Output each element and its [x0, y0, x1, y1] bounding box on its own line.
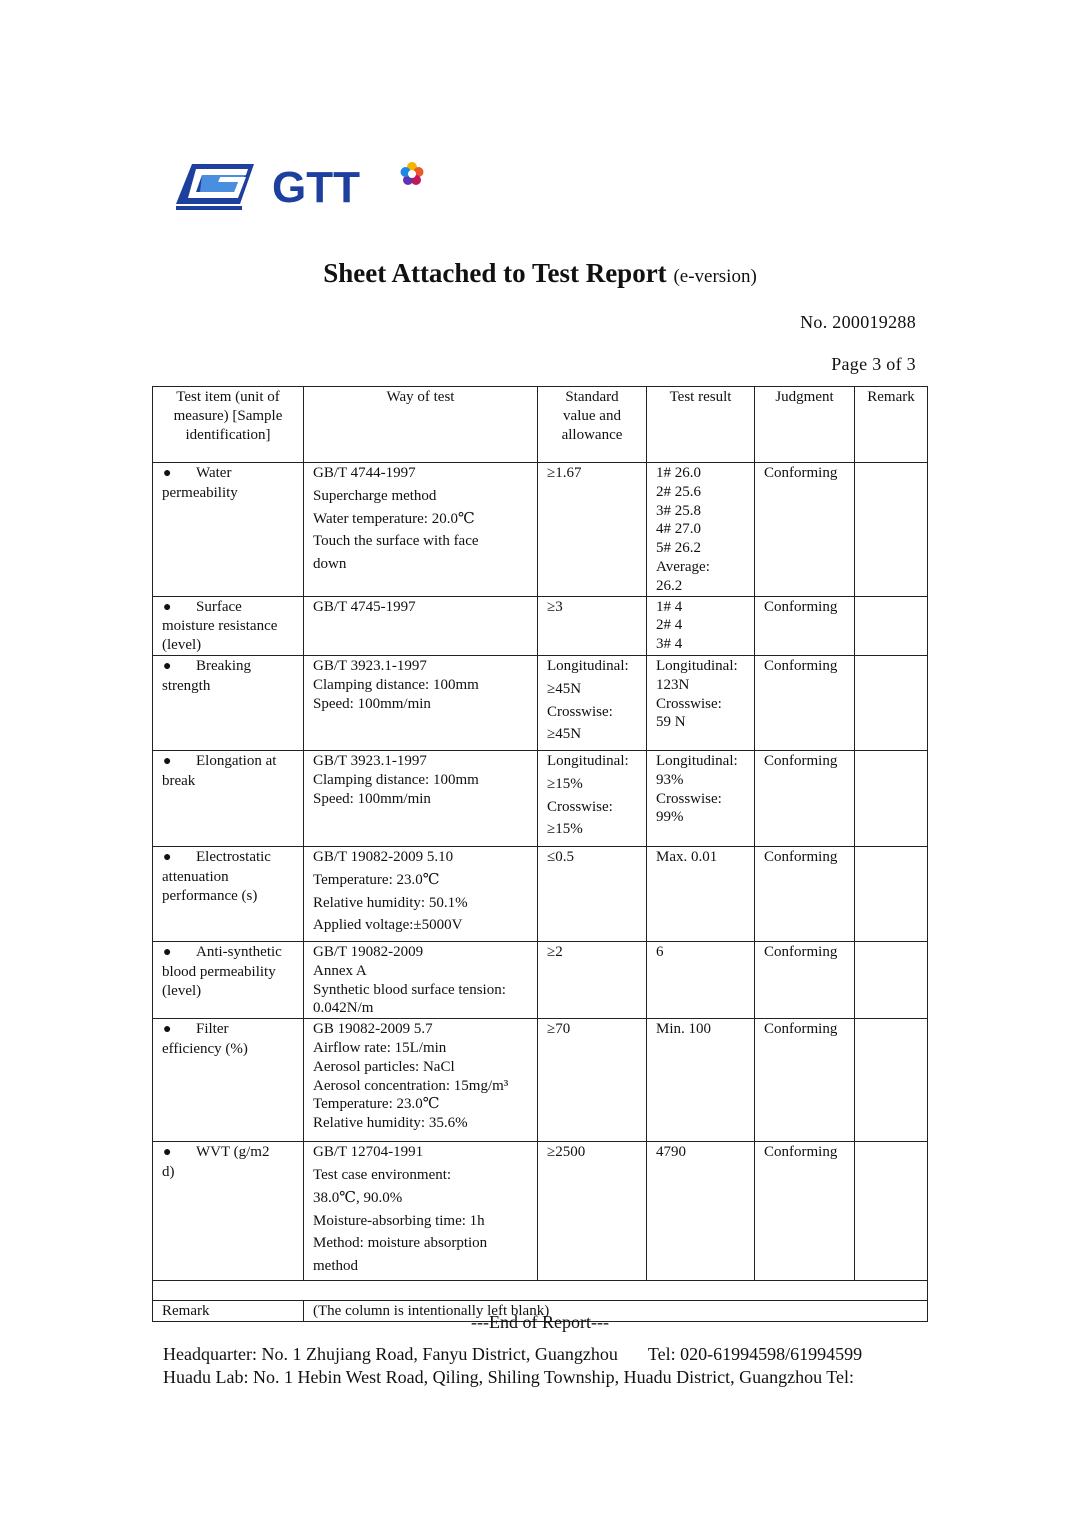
gtt-logo-mark — [176, 164, 254, 210]
cell-line: Max. 0.01 — [656, 848, 718, 865]
gtt-logo-text: GTT — [272, 163, 360, 212]
cell-line: Min. 100 — [656, 1021, 712, 1038]
bullet-icon: ● — [163, 944, 172, 960]
cell-line: Touch the surface with face — [313, 533, 479, 550]
remark-cell — [855, 655, 928, 750]
header-test-item: Test item (unit of measure) [Sample identification] — [153, 387, 304, 463]
cell-line: GB/T 3923.1-1997 — [313, 657, 427, 674]
cell-line: ≥2 — [547, 943, 563, 960]
standard-cell — [538, 1142, 647, 1281]
bullet-icon: ● — [163, 1022, 172, 1038]
cell-line: Crosswise: — [656, 695, 722, 712]
blank-cell — [153, 1280, 928, 1300]
cell-line: 123N — [656, 676, 690, 693]
cell-line: 26.2 — [656, 577, 683, 594]
remark-text: (The column is intentionally left blank) — [304, 1300, 928, 1321]
bullet-icon: ● — [163, 599, 172, 615]
cell-line: Clamping distance: 100mm — [313, 676, 479, 693]
result-cell — [647, 750, 755, 846]
bullet-icon: ● — [163, 466, 172, 481]
table-row — [153, 1142, 928, 1281]
cell-line: ≥15% — [547, 775, 583, 792]
gtt-logo — [176, 160, 436, 212]
remark-cell — [855, 750, 928, 846]
table-row — [153, 1019, 928, 1142]
judgment-cell: Conforming — [755, 1142, 855, 1281]
blank-row — [153, 1280, 928, 1300]
result-cell — [647, 463, 755, 597]
cell-line: 3# 25.8 — [656, 502, 701, 519]
header-way-of-test: Way of test — [304, 387, 538, 463]
cell-line: 6 — [656, 943, 664, 960]
cell-line: 1# 4 — [656, 598, 683, 615]
remark-cell — [855, 596, 928, 655]
cell-line: attenuation — [162, 868, 229, 885]
test-item-cell — [153, 1019, 304, 1142]
cell-line: 93% — [656, 771, 684, 788]
result-cell — [647, 846, 755, 941]
cell-line: Filter — [196, 1021, 229, 1038]
cell-line: Water — [196, 465, 232, 481]
standard-cell — [538, 655, 647, 750]
cell-line: Breaking — [196, 657, 251, 674]
cell-line: GB/T 19082-2009 — [313, 943, 424, 960]
report-title-main: Sheet Attached to Test Report — [323, 258, 667, 288]
report-title-suffix: (e-version) — [673, 266, 757, 287]
cell-line: Aerosol concentration: 15mg/m³ — [313, 1077, 509, 1094]
method-cell — [304, 846, 538, 941]
cell-line: permeability — [162, 484, 238, 501]
cell-line: Anti-synthetic — [196, 943, 282, 960]
header-judgment: Judgment — [755, 387, 855, 463]
test-item-cell — [153, 941, 304, 1018]
cell-line: Crosswise: — [656, 790, 722, 807]
cell-line: ≥15% — [547, 821, 583, 838]
cell-line: 4790 — [656, 1144, 686, 1161]
cell-line: ≥45N — [547, 680, 582, 697]
report-title — [0, 258, 1080, 289]
table-row — [153, 941, 928, 1018]
cell-line: Method: moisture absorption — [313, 1235, 488, 1252]
method-cell — [304, 1142, 538, 1281]
end-of-report: ---End of Report--- — [471, 1312, 609, 1332]
cell-line: 2# 25.6 — [656, 483, 701, 500]
cell-line: Supercharge method — [313, 487, 437, 504]
cell-line: efficiency (%) — [162, 1040, 248, 1057]
cell-line: Aerosol particles: NaCl — [313, 1058, 455, 1075]
standard-cell — [538, 750, 647, 846]
cell-line: 59 N — [656, 714, 686, 731]
cell-line: 2# 4 — [656, 617, 683, 634]
cell-line: Applied voltage:±5000V — [313, 917, 463, 934]
footer-headquarter — [163, 1344, 862, 1365]
result-cell — [647, 655, 755, 750]
cell-line: Temperature: 23.0℃ — [313, 871, 440, 888]
cell-line: Test case environment: — [313, 1166, 452, 1183]
flower-icon — [401, 162, 424, 185]
remark-cell — [855, 1019, 928, 1142]
cell-line: 38.0℃, 90.0% — [313, 1189, 403, 1206]
bullet-icon: ● — [163, 849, 172, 865]
cell-line: Longitudinal: — [656, 657, 738, 674]
cell-line: Clamping distance: 100mm — [313, 771, 479, 788]
cell-line: down — [313, 556, 347, 573]
cell-line: Longitudinal: — [547, 752, 629, 769]
bullet-icon: ● — [163, 1145, 172, 1161]
test-item-cell — [153, 846, 304, 941]
cell-line: Longitudinal: — [547, 657, 629, 674]
cell-line: Water temperature: 20.0℃ — [313, 510, 475, 527]
cell-line: 3# 4 — [656, 636, 683, 653]
remark-cell — [855, 463, 928, 597]
cell-line: GB/T 19082-2009 5.10 — [313, 848, 454, 865]
test-item-cell — [153, 1142, 304, 1281]
method-cell — [304, 596, 538, 655]
method-cell — [304, 655, 538, 750]
cell-line: Speed: 100mm/min — [313, 790, 431, 807]
cell-line: break — [162, 772, 196, 789]
judgment-cell: Conforming — [755, 846, 855, 941]
cell-line: GB/T 4745-1997 — [313, 598, 416, 615]
cell-line: performance (s) — [162, 887, 258, 904]
remark-cell — [855, 846, 928, 941]
table-row — [153, 655, 928, 750]
cell-line: d) — [162, 1163, 175, 1180]
cell-line: Electrostatic — [196, 848, 271, 865]
method-cell — [304, 941, 538, 1018]
table-row — [153, 463, 928, 597]
cell-line: Speed: 100mm/min — [313, 695, 431, 712]
table-row — [153, 750, 928, 846]
cell-line: 99% — [656, 809, 684, 826]
result-cell — [647, 596, 755, 655]
method-cell — [304, 1019, 538, 1142]
cell-line: ≥3 — [547, 598, 563, 615]
judgment-cell: Conforming — [755, 655, 855, 750]
cell-line: Relative humidity: 50.1% — [313, 894, 468, 911]
cell-line: Longitudinal: — [656, 752, 738, 769]
standard-cell — [538, 463, 647, 597]
method-cell — [304, 463, 538, 597]
table-row — [153, 846, 928, 941]
cell-line: Surface — [196, 598, 242, 615]
header-remark: Remark — [855, 387, 928, 463]
test-item-cell — [153, 596, 304, 655]
cell-line: Airflow rate: 15L/min — [313, 1039, 447, 1056]
cell-line: WVT (g/m2 — [196, 1144, 270, 1161]
test-item-cell — [153, 750, 304, 846]
cell-line: ≥2500 — [547, 1144, 586, 1161]
cell-line: moisture resistance — [162, 618, 278, 635]
page-number: Page 3 of 3 — [831, 354, 916, 374]
cell-line: ≥45N — [547, 726, 582, 743]
bullet-icon: ● — [163, 753, 172, 769]
table-header-row — [153, 387, 928, 463]
result-cell — [647, 941, 755, 1018]
cell-line: 0.042N/m — [313, 1000, 374, 1017]
footer-huadu-lab: Huadu Lab: No. 1 Hebin West Road, Qiling, Shiling Township, Huadu District, Guangzhou Tel: — [163, 1367, 854, 1387]
cell-line: ≥70 — [547, 1021, 571, 1038]
standard-cell — [538, 1019, 647, 1142]
cell-line: ≥1.67 — [547, 465, 582, 481]
cell-line: (level) — [162, 637, 202, 654]
judgment-cell: Conforming — [755, 750, 855, 846]
cell-line: GB/T 3923.1-1997 — [313, 752, 427, 769]
judgment-cell: Conforming — [755, 463, 855, 597]
remark-label: Remark — [153, 1300, 304, 1321]
cell-line: strength — [162, 677, 211, 694]
headquarter-address: Headquarter: No. 1 Zhujiang Road, Fanyu District, Guangzhou — [163, 1344, 618, 1364]
result-cell — [647, 1142, 755, 1281]
standard-cell — [538, 846, 647, 941]
cell-line: Temperature: 23.0℃ — [313, 1096, 440, 1113]
judgment-cell: Conforming — [755, 941, 855, 1018]
remark-cell — [855, 941, 928, 1018]
judgment-cell: Conforming — [755, 1019, 855, 1142]
test-results-table — [152, 386, 928, 1322]
cell-line: Relative humidity: 35.6% — [313, 1115, 468, 1132]
cell-line: Synthetic blood surface tension: — [313, 981, 506, 998]
cell-line: (level) — [162, 982, 202, 999]
cell-line: 4# 27.0 — [656, 521, 701, 538]
cell-line: Crosswise: — [547, 798, 613, 815]
cell-line: Elongation at — [196, 752, 277, 769]
bullet-icon: ● — [163, 658, 172, 674]
test-item-cell — [153, 655, 304, 750]
header-standard: Standard value and allowance — [538, 387, 647, 463]
cell-line: 1# 26.0 — [656, 465, 701, 481]
cell-line: blood permeability — [162, 963, 276, 980]
judgment-cell: Conforming — [755, 596, 855, 655]
result-cell — [647, 1019, 755, 1142]
table-row — [153, 596, 928, 655]
cell-line: Average: — [656, 558, 710, 575]
standard-cell — [538, 596, 647, 655]
cell-line: Annex A — [313, 962, 367, 979]
remark-cell — [855, 1142, 928, 1281]
cell-line: GB/T 12704-1991 — [313, 1144, 424, 1161]
cell-line: 5# 26.2 — [656, 540, 701, 557]
cell-line: method — [313, 1258, 358, 1275]
cell-line: ≤0.5 — [547, 848, 574, 865]
standard-cell — [538, 941, 647, 1018]
header-test-result: Test result — [647, 387, 755, 463]
cell-line: Moisture-absorbing time: 1h — [313, 1212, 485, 1229]
cell-line: GB/T 4744-1997 — [313, 465, 416, 481]
cell-line: GB 19082-2009 5.7 — [313, 1021, 433, 1038]
headquarter-tel: Tel: 020-61994598/61994599 — [647, 1344, 863, 1364]
cell-line: Crosswise: — [547, 703, 613, 720]
method-cell — [304, 750, 538, 846]
report-number: No. 200019288 — [800, 312, 916, 332]
test-item-cell — [153, 463, 304, 597]
